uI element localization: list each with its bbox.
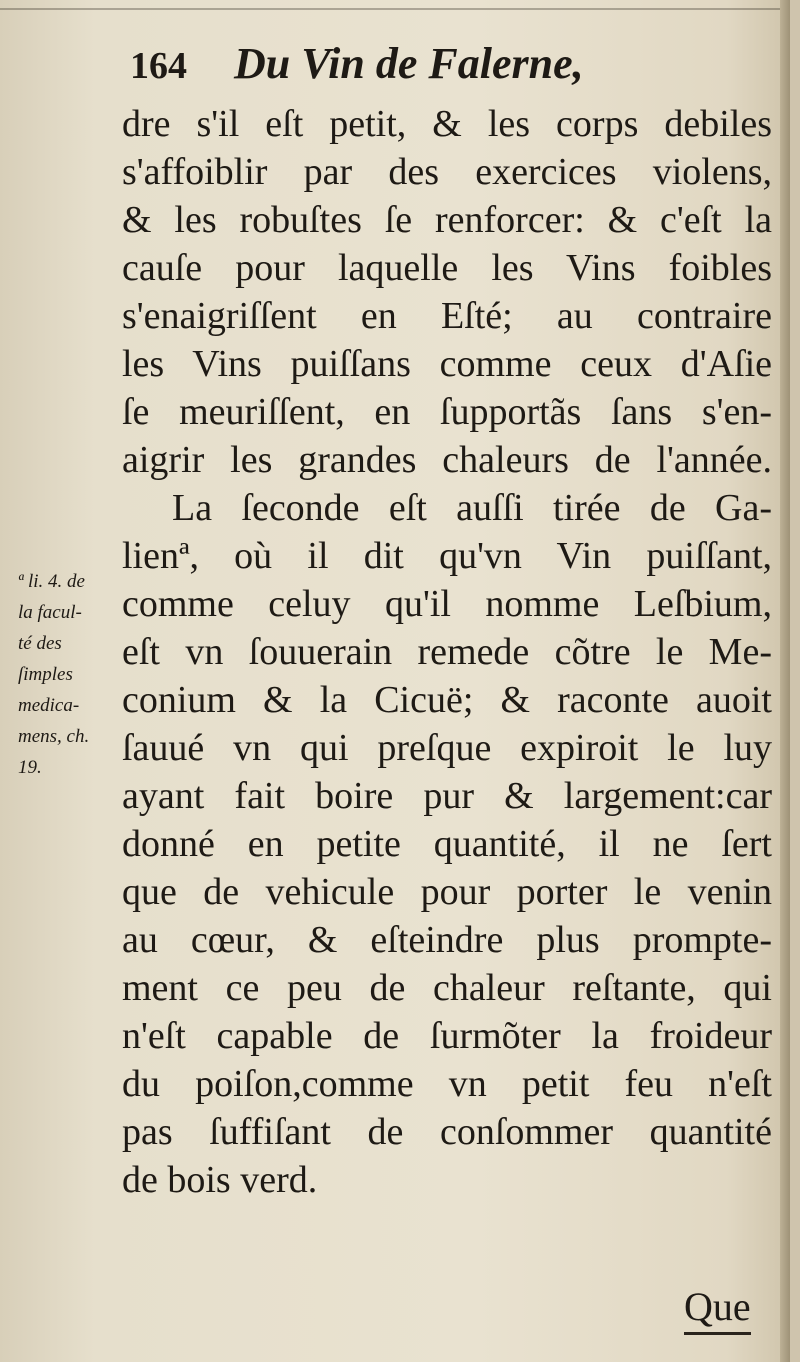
margin-note-line: medica- xyxy=(18,695,80,716)
text-line: aigrir les grandes chaleurs de l'année. xyxy=(122,439,772,481)
running-title: Du Vin de Falerne, xyxy=(234,39,584,88)
text-line: au cœur, & eſteindre plus prompte- xyxy=(122,919,772,961)
text-line: lienª, où il dit qu'vn Vin puiſſant, xyxy=(122,535,772,577)
text-line: ſauué vn qui preſque expiroit le luy xyxy=(122,727,772,769)
text-line: s'affoiblir par des exercices violens, xyxy=(122,151,772,193)
text-line: ayant fait boire pur & largement:car xyxy=(122,775,772,817)
text-line: donné en petite quantité, il ne ſert xyxy=(122,823,772,865)
margin-note-line: 19. xyxy=(18,757,42,778)
text-line: cauſe pour laquelle les Vins foibles xyxy=(122,247,772,289)
text-line: ment ce peu de chaleur reſtante, qui xyxy=(122,967,772,1009)
text-line: comme celuy qu'il nomme Leſbium, xyxy=(122,583,772,625)
text-line: pas ſuffiſant de conſommer quantité xyxy=(122,1111,772,1153)
text-line: s'enaigriſſent en Eſté; au contraire xyxy=(122,295,772,337)
margin-note-line: ſimples xyxy=(18,664,73,685)
text-line: & les robuſtes ſe renforcer: & c'eſt la xyxy=(122,199,772,241)
page-header xyxy=(130,38,584,98)
text-line: n'eſt capable de ſurmõter la froideur xyxy=(122,1015,772,1057)
margin-note-line: té des xyxy=(18,633,62,654)
text-line: que de vehicule pour porter le venin xyxy=(122,871,772,913)
page-number: 164 xyxy=(130,45,187,87)
page-edge xyxy=(780,0,790,1362)
text-line: les Vins puiſſans comme ceux d'Aſie xyxy=(122,343,772,385)
text-line: dre s'il eſt petit, & les corps debiles xyxy=(122,103,772,145)
text-line: La ſeconde eſt auſſi tirée de Ga- xyxy=(172,487,772,529)
margin-note-line: ª li. 4. de xyxy=(18,571,85,592)
margin-note xyxy=(18,566,122,783)
margin-note-line: la facul- xyxy=(18,602,82,623)
text-line: eſt vn ſouuerain remede cõtre le Me- xyxy=(122,631,772,673)
text-line: du poiſon,comme vn petit feu n'eſt xyxy=(122,1063,772,1105)
text-line: de bois verd. xyxy=(122,1159,318,1201)
top-rule xyxy=(0,8,790,10)
catchword: Que xyxy=(684,1283,751,1335)
text-line: ſe meuriſſent, en ſupportãs ſans s'en- xyxy=(122,391,772,433)
text-line: conium & la Cicuë; & raconte auoit xyxy=(122,679,772,721)
margin-note-line: mens, ch. xyxy=(18,726,90,747)
body-text xyxy=(122,100,772,1204)
